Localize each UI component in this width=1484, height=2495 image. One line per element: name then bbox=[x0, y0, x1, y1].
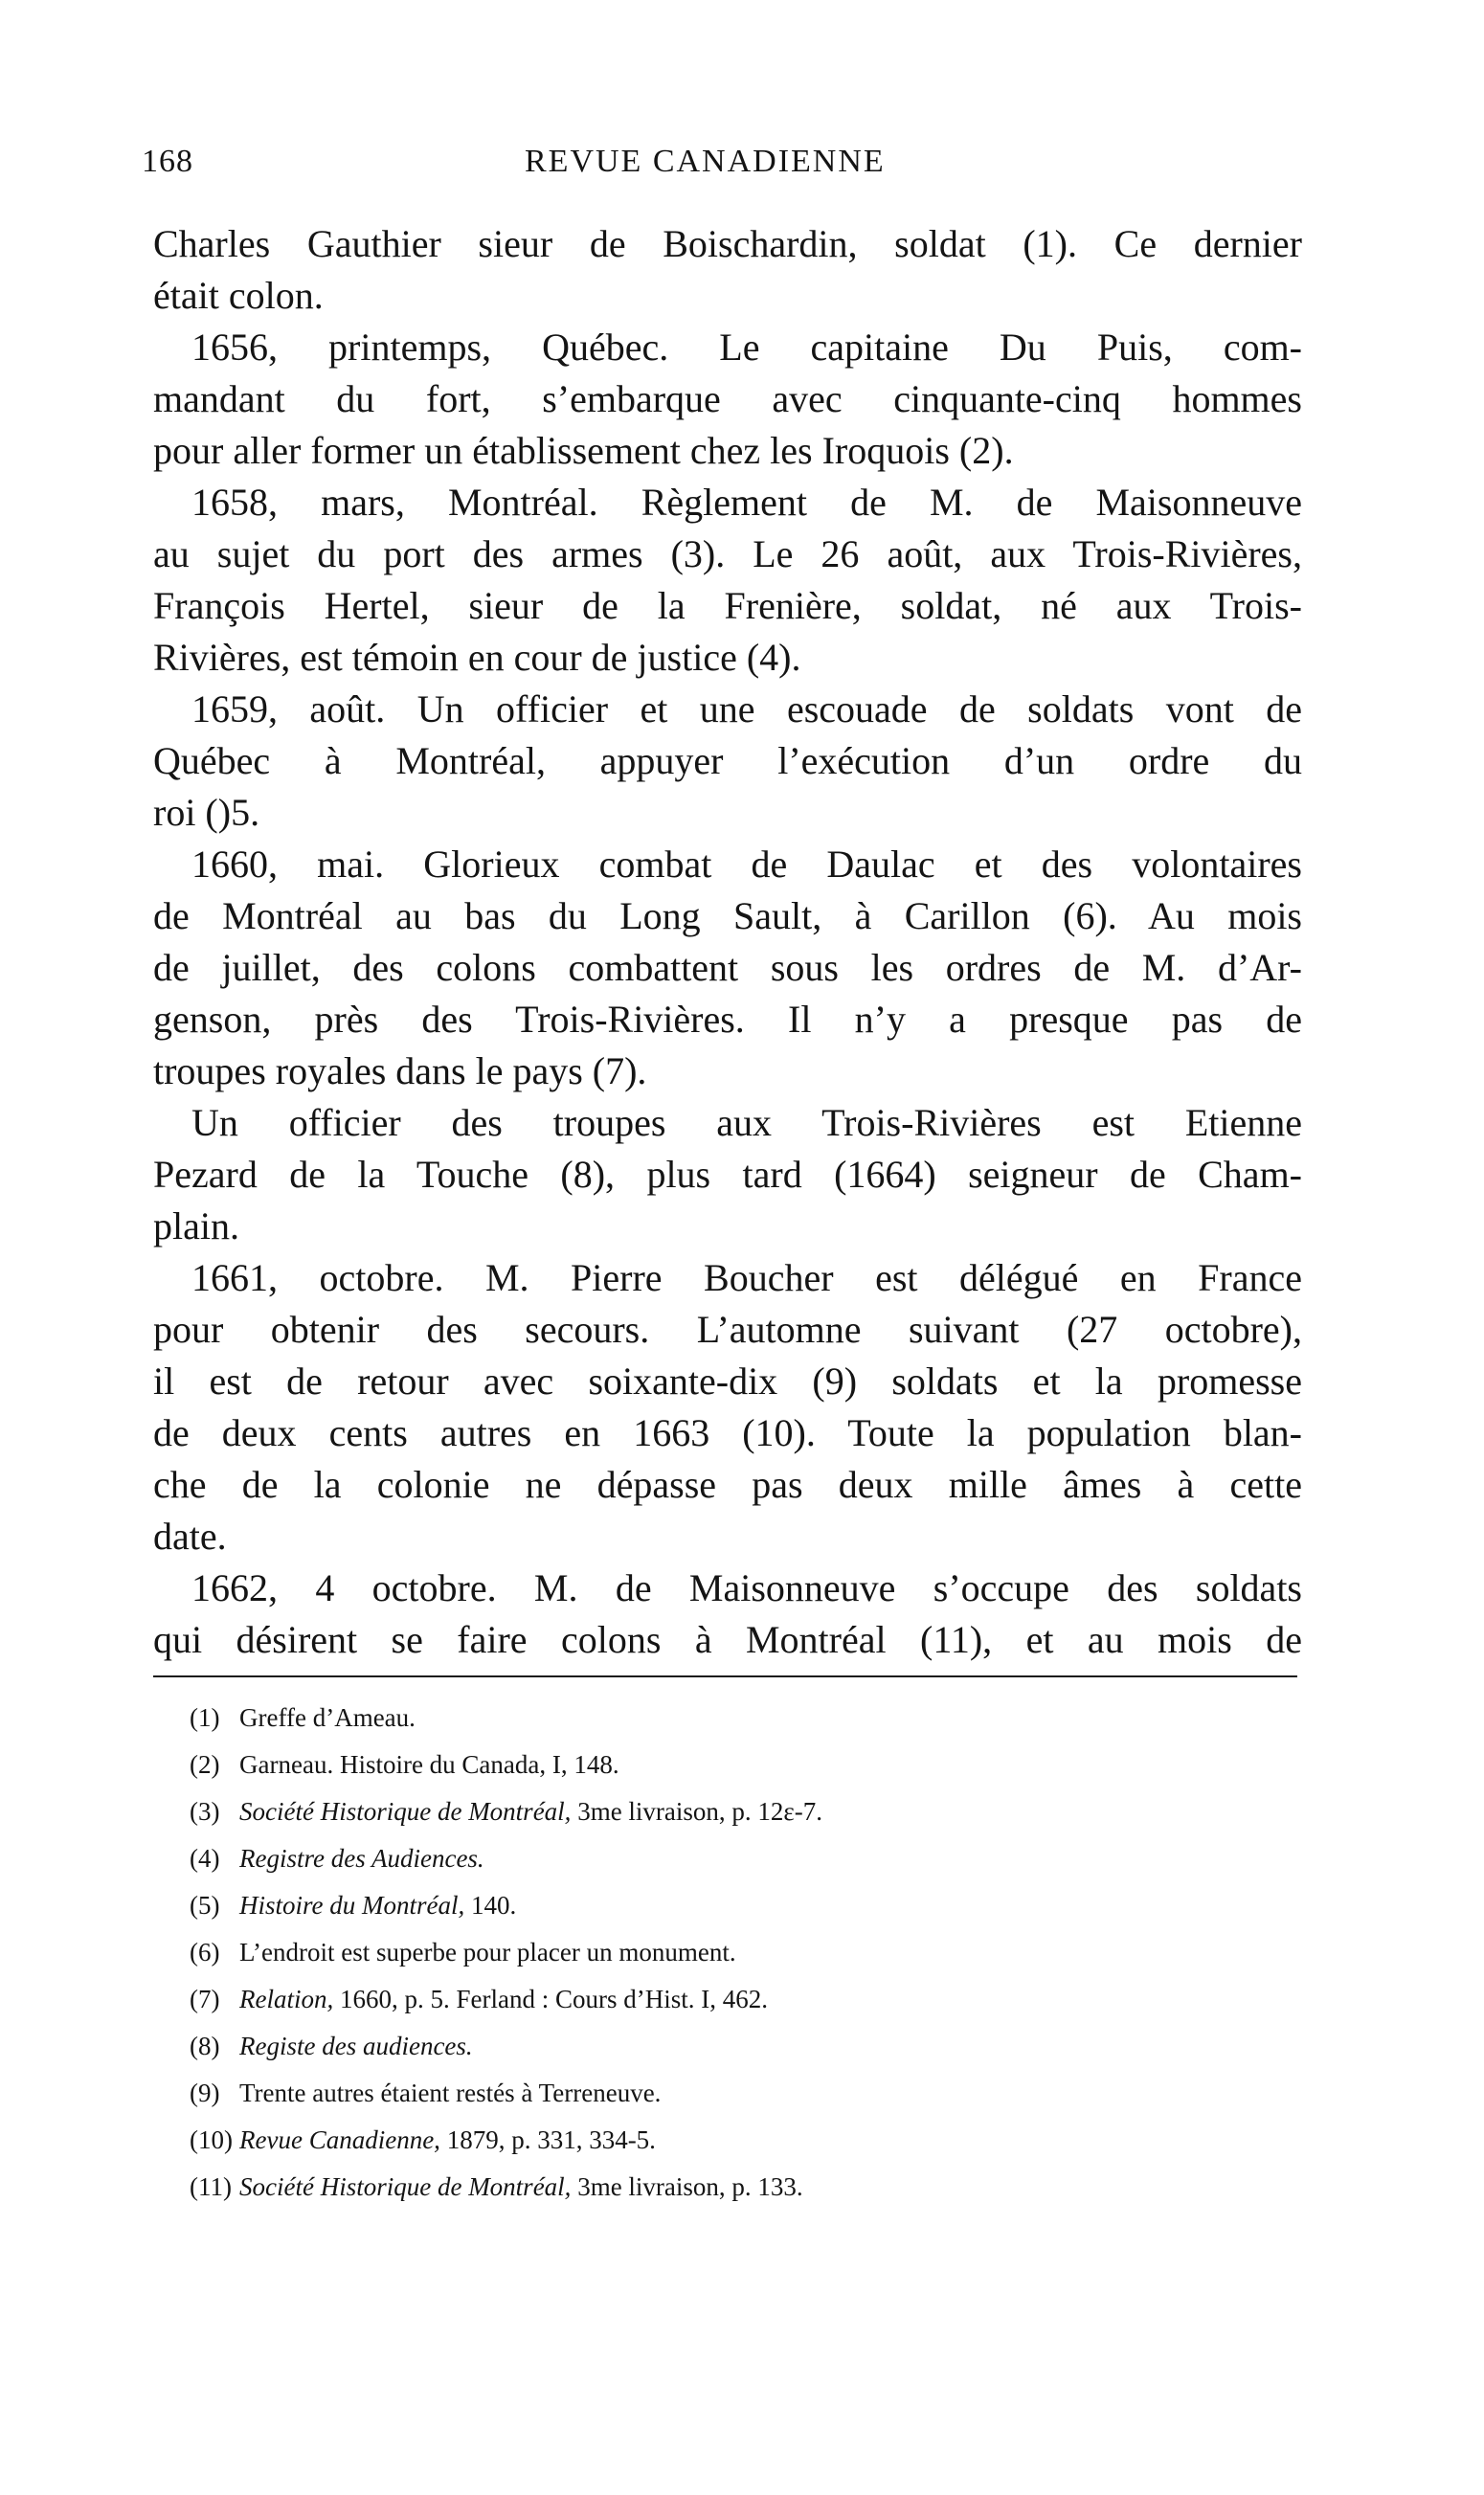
footnote-text: Trente autres étaient restés à Terreneuve. bbox=[239, 2079, 662, 2107]
footnote-number: (3) bbox=[190, 1797, 220, 1826]
footnote bbox=[190, 1695, 1147, 1742]
footnote bbox=[190, 1976, 1147, 2023]
footnote-italic: Relation, bbox=[239, 1985, 334, 2013]
footnote bbox=[190, 1835, 1147, 1882]
body-line: de juillet, des colons combattent sous les ordres de M. d’Ar- bbox=[153, 946, 1302, 989]
footnote bbox=[190, 1742, 1147, 1788]
footnote bbox=[190, 2164, 1147, 2211]
footnote-number: (10) bbox=[190, 2125, 233, 2154]
footnotes bbox=[190, 1695, 1147, 2211]
footnote bbox=[190, 2070, 1147, 2117]
body-line: roi ()5. bbox=[153, 791, 260, 834]
footnote-number: (6) bbox=[190, 1938, 220, 1967]
footnote-number: (7) bbox=[190, 1985, 220, 2013]
footnote-number: (2) bbox=[190, 1750, 220, 1779]
body-line: 1660, mai. Glorieux combat de Daulac et des volontaires bbox=[191, 843, 1302, 886]
footnote bbox=[190, 2117, 1147, 2164]
body-line: Pezard de la Touche (8), plus tard (1664) seigneur de Cham- bbox=[153, 1153, 1302, 1196]
page-number: 168 bbox=[142, 144, 193, 179]
body-line: François Hertel, sieur de la Frenière, soldat, né aux Trois- bbox=[153, 584, 1302, 627]
body-line: 1658, mars, Montréal. Règlement de M. de Maisonneuve bbox=[191, 481, 1302, 524]
body-line: 1656, printemps, Québec. Le capitaine Du Puis, com- bbox=[191, 326, 1302, 369]
body-line: pour aller former un établissement chez les Iroquois (2). bbox=[153, 429, 1014, 472]
body-line: 1659, août. Un officier et une escouade de soldats vont de bbox=[191, 687, 1302, 731]
body-line: de deux cents autres en 1663 (10). Toute la population blan- bbox=[153, 1411, 1302, 1454]
body-line: che de la colonie ne dépasse pas deux mille âmes à cette bbox=[153, 1463, 1302, 1506]
footnote-text: 3me livraison, p. 12ε-7. bbox=[571, 1797, 822, 1826]
footnote-text: 1879, p. 331, 334-5. bbox=[439, 2125, 656, 2154]
footnote-italic: Histoire du Montréal, bbox=[239, 1891, 465, 1920]
body-line: de Montréal au bas du Long Sault, à Carillon (6). Au mois bbox=[153, 894, 1302, 937]
footnote-text: 3me livraison, p. 133. bbox=[571, 2172, 803, 2201]
footnote bbox=[190, 2023, 1147, 2070]
footnote-divider bbox=[153, 1675, 1297, 1677]
footnote-text: 1660, p. 5. Ferland : Cours d’Hist. I, 462. bbox=[333, 1985, 768, 2013]
footnote-number: (1) bbox=[190, 1703, 220, 1732]
footnote bbox=[190, 1929, 1147, 1976]
body-line: qui désirent se faire colons à Montréal (11), et au mois de bbox=[153, 1618, 1302, 1661]
footnote bbox=[190, 1788, 1147, 1835]
footnote-number: (4) bbox=[190, 1844, 220, 1873]
body-line: genson, près des Trois-Rivières. Il n’y a presque pas de bbox=[153, 998, 1302, 1041]
body-line: date. bbox=[153, 1515, 227, 1558]
body-line: plain. bbox=[153, 1204, 239, 1248]
footnote-text: L’endroit est superbe pour placer un monument. bbox=[239, 1938, 736, 1967]
body-line: Rivières, est témoin en cour de justice (4). bbox=[153, 636, 801, 679]
footnote-italic: Société Historique de Montréal, bbox=[239, 2172, 572, 2201]
body-line: 1662, 4 octobre. M. de Maisonneuve s’occupe des soldats bbox=[191, 1566, 1302, 1609]
body-line: 1661, octobre. M. Pierre Boucher est délégué en France bbox=[191, 1256, 1302, 1299]
body-text bbox=[153, 218, 1302, 1666]
body-line: pour obtenir des secours. L’automne suivant (27 octobre), bbox=[153, 1308, 1302, 1351]
footnote-number: (8) bbox=[190, 2032, 220, 2060]
body-line: Charles Gauthier sieur de Boischardin, soldat (1). Ce dernier bbox=[153, 222, 1302, 265]
footnote-italic: Registre des Audiences. bbox=[239, 1844, 484, 1873]
footnote-number: (9) bbox=[190, 2079, 220, 2107]
footnote-text: Greffe d’Ameau. bbox=[239, 1703, 416, 1732]
page-header bbox=[142, 144, 1310, 191]
body-line: au sujet du port des armes (3). Le 26 août, aux Trois-Rivières, bbox=[153, 532, 1302, 575]
footnote-text: 140. bbox=[464, 1891, 517, 1920]
body-line: il est de retour avec soixante-dix (9) soldats et la promesse bbox=[153, 1360, 1302, 1403]
footnote bbox=[190, 1882, 1147, 1929]
body-line: troupes royales dans le pays (7). bbox=[153, 1049, 647, 1092]
running-title: REVUE CANADIENNE bbox=[525, 144, 886, 179]
body-line: Un officier des troupes aux Trois-Rivières est Etienne bbox=[191, 1101, 1302, 1144]
footnote-italic: Revue Canadienne, bbox=[239, 2125, 440, 2154]
body-line: mandant du fort, s’embarque avec cinquante-cinq hommes bbox=[153, 377, 1302, 420]
footnote-italic: Registe des audiences. bbox=[239, 2032, 473, 2060]
body-line: Québec à Montréal, appuyer l’exécution d’un ordre du bbox=[153, 739, 1302, 782]
footnote-number: (11) bbox=[190, 2172, 232, 2201]
footnote-italic: Société Historique de Montréal, bbox=[239, 1797, 572, 1826]
body-line: était colon. bbox=[153, 274, 324, 317]
footnote-number: (5) bbox=[190, 1891, 220, 1920]
footnote-text: Garneau. Histoire du Canada, I, 148. bbox=[239, 1750, 619, 1779]
